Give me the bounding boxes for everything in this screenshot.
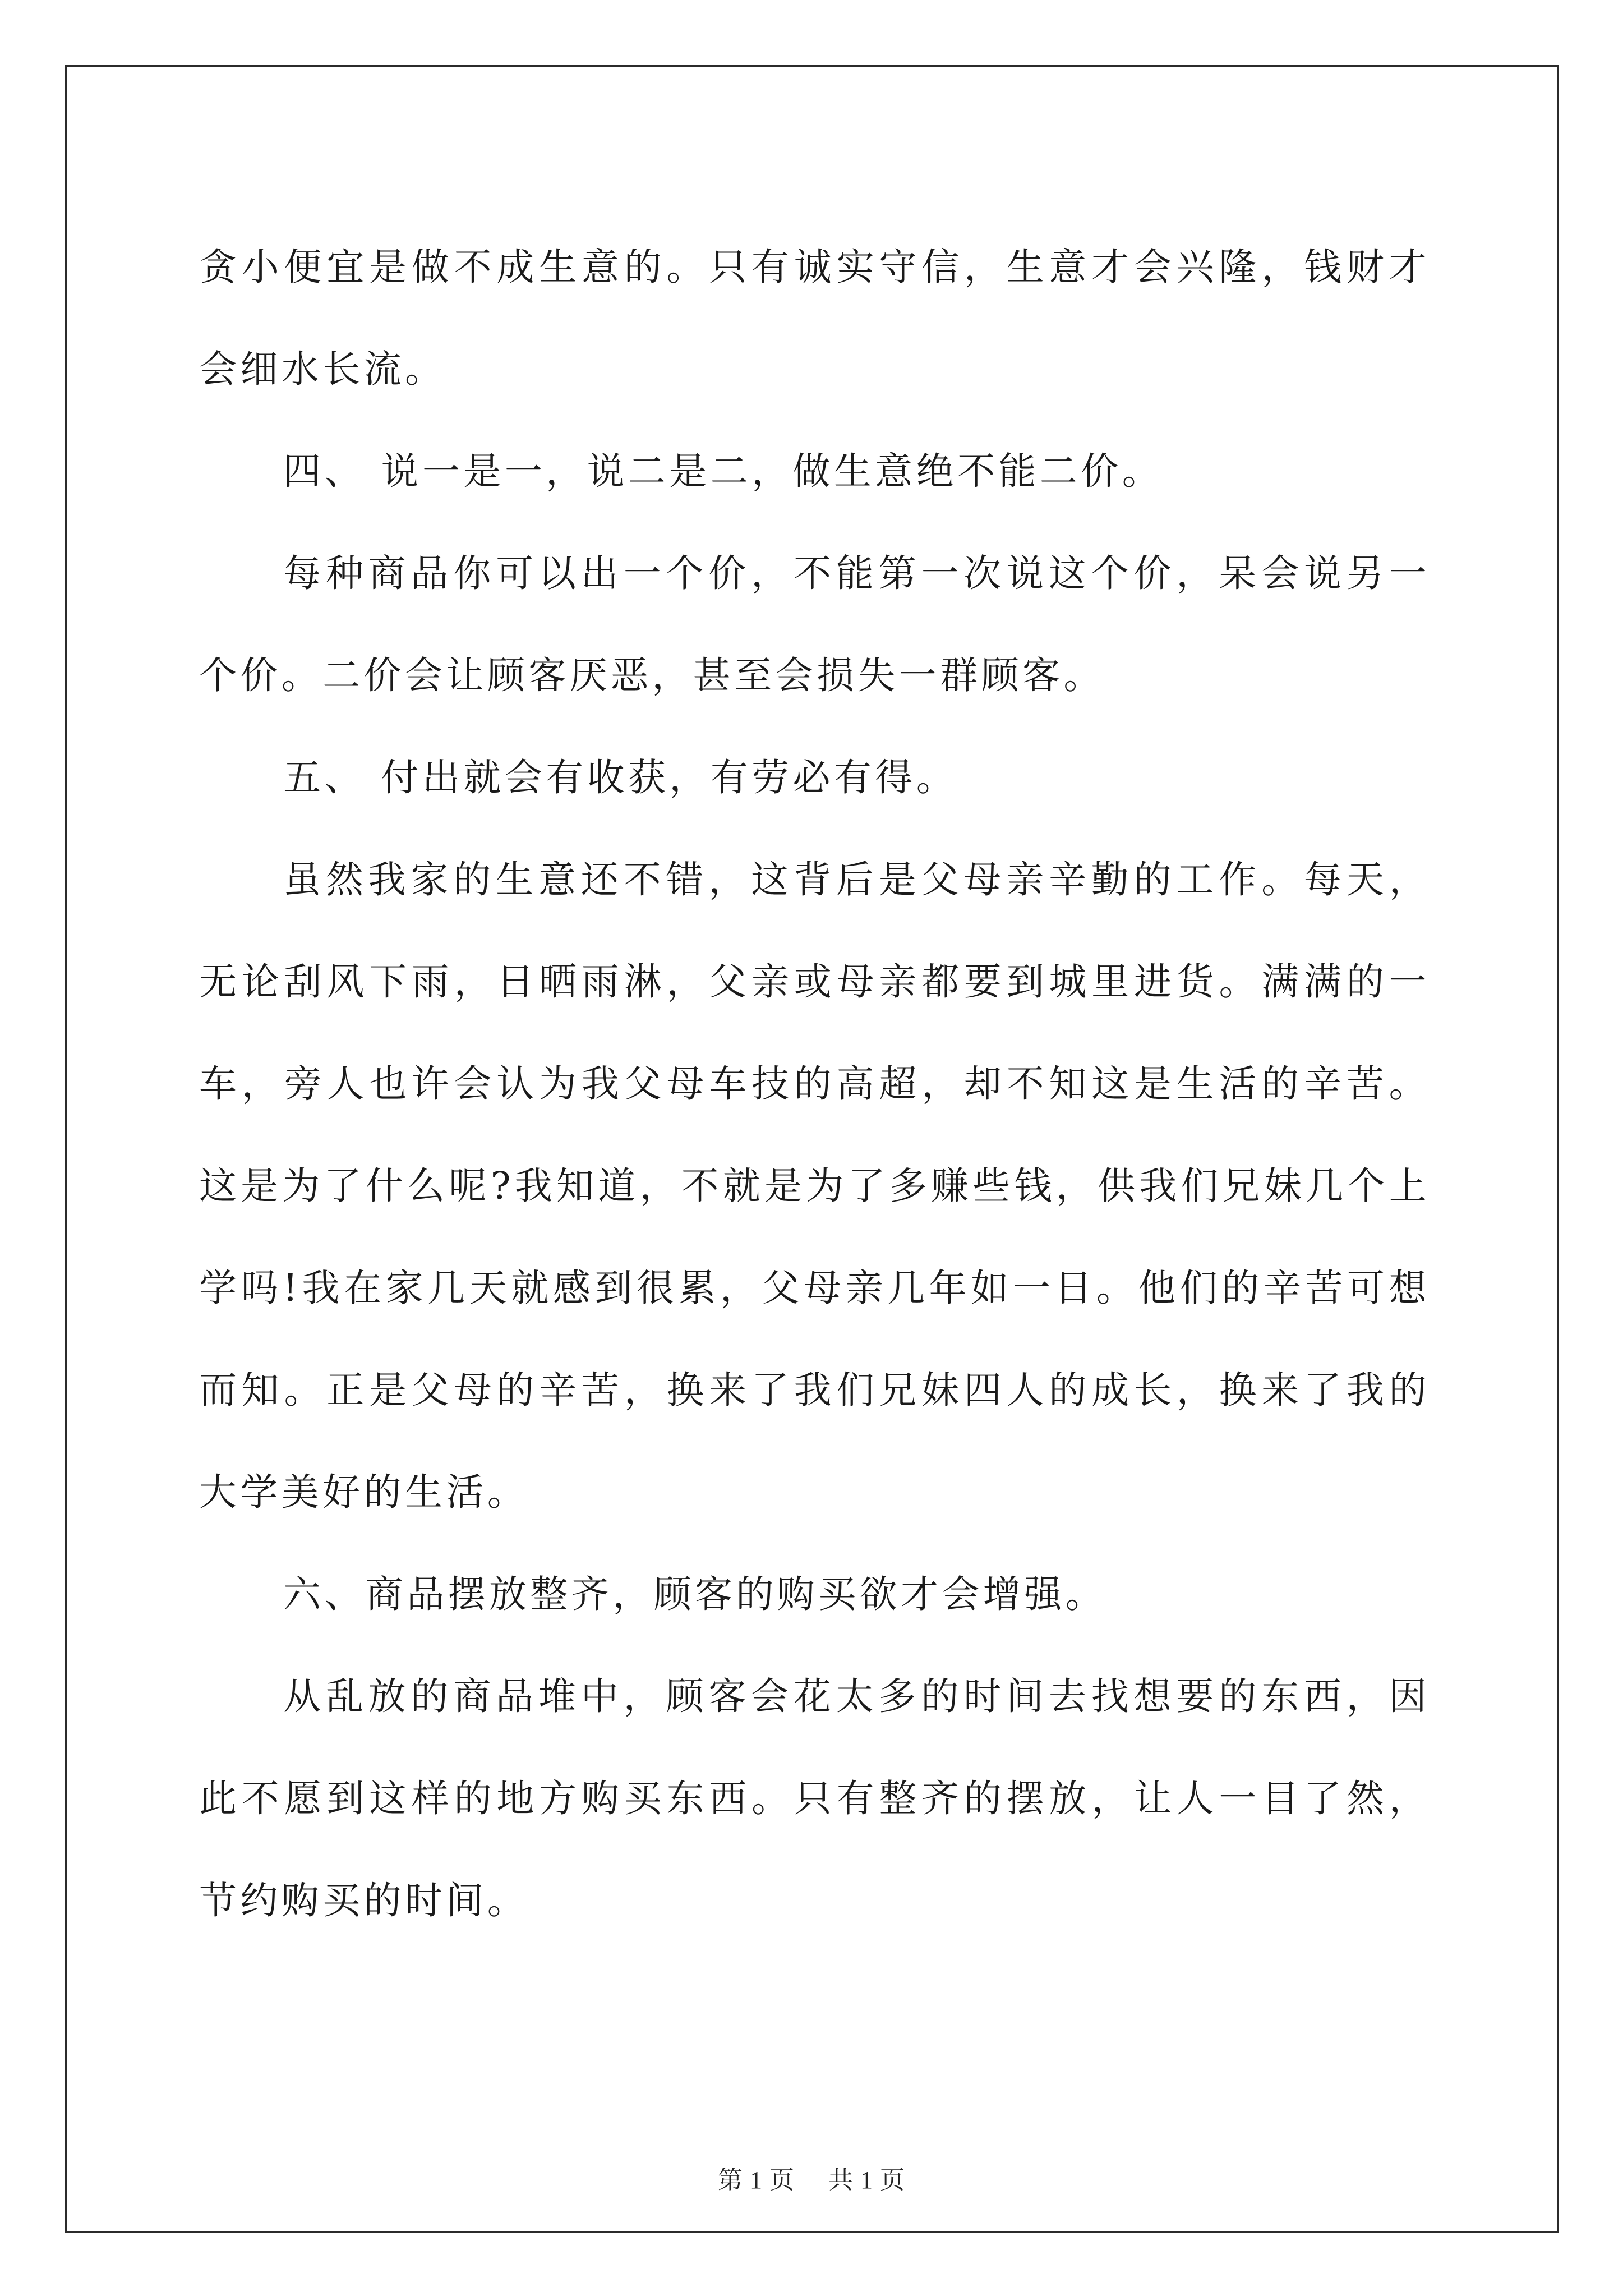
paragraph-2-heading-four: 四、 说一是一，说二是二，做生意绝不能二价。	[283, 449, 1164, 493]
page-total-label: 共 1 页	[828, 2166, 905, 2194]
paragraph-7: 从乱放的商品堆中，顾客会花太多的时间去找想要的东西，因此不愿到这样的地方购买东西。只有整齐的摆放，让人一目了然，节约购买的时间。	[199, 1674, 1430, 1922]
paragraph-1: 贪小便宜是做不成生意的。只有诚实守信，生意才会兴隆，钱财才会细水长流。	[199, 245, 1430, 391]
page-footer	[0, 2160, 1623, 2196]
paragraph-3: 每种商品你可以出一个价，不能第一次说这个价，呆会说另一个价。二价会让顾客厌恶，甚至会损失一群顾客。	[199, 551, 1430, 697]
paragraph-4-heading-five: 五、 付出就会有收获，有劳必有得。	[283, 756, 958, 799]
paragraph-6-heading-six: 六、商品摆放整齐，顾客的购买欲才会增强。	[283, 1572, 1106, 1616]
page-number-label: 第 1 页	[718, 2166, 795, 2194]
paragraph-5: 虽然我家的生意还不错，这背后是父母亲辛勤的工作。每天，无论刮风下雨，日晒雨淋，父亲或母亲都要到城里进货。满满的一车，旁人也许会认为我父母车技的高超，却不知这是生活的辛苦。这是为了什么呢?我知道，不就是为了多赚些钱，供我们兄妹几个上学吗!我在家几天就感到很累，父母亲几年如一日。他们的辛苦可想而知。正是父母的辛苦，换来了我们兄妹四人的成长，换来了我的大学美好的生活。	[199, 858, 1430, 1514]
document-body	[199, 216, 1430, 1952]
